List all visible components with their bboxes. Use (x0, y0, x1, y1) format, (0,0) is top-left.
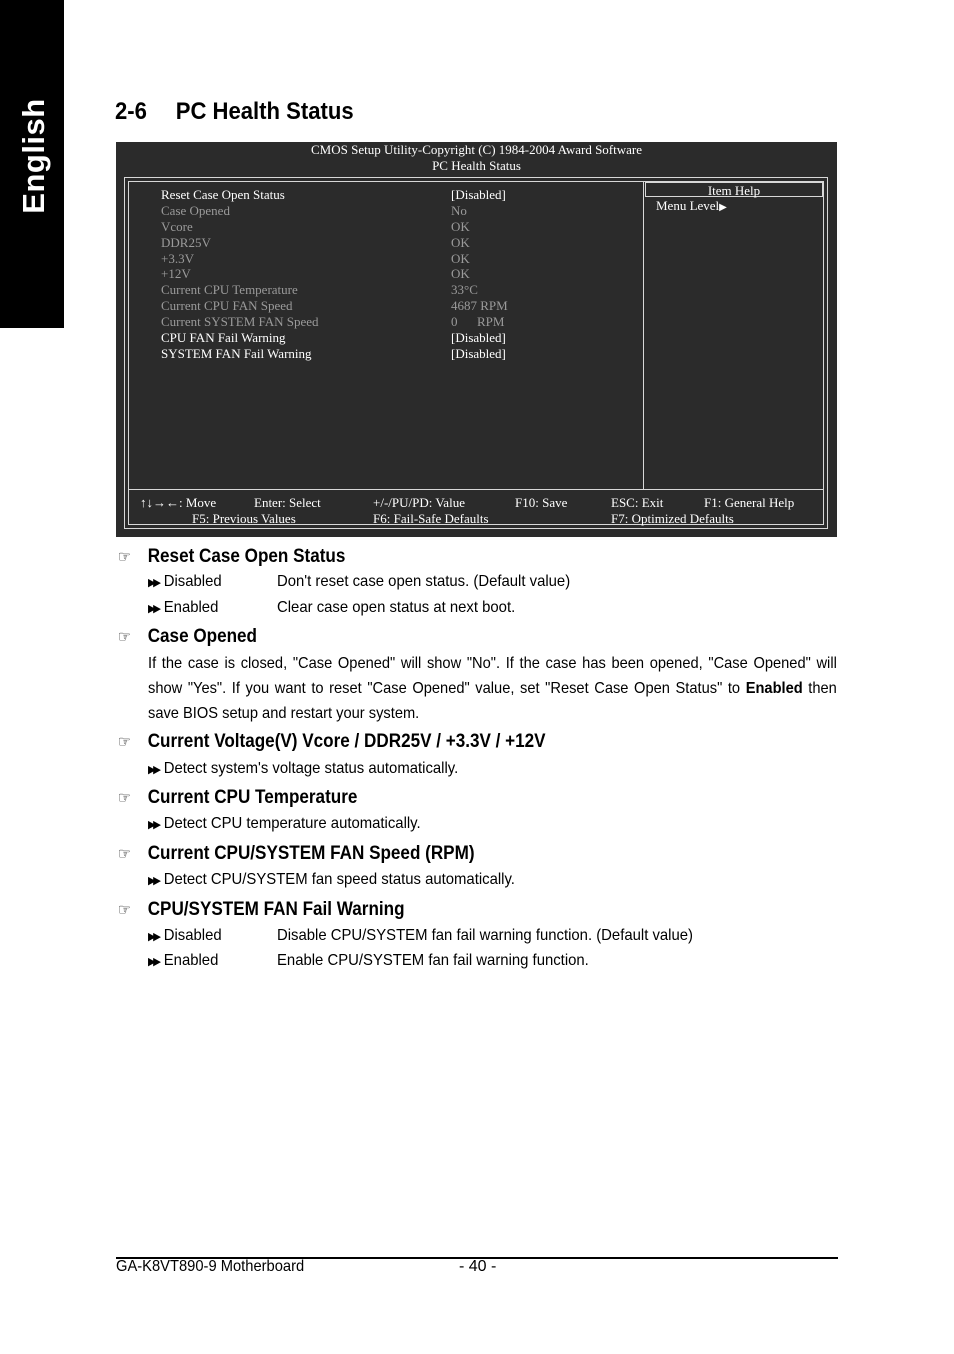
double-arrow-icon: ▶▶ (148, 931, 159, 943)
option-description: Don't reset case open status. (Default value) (277, 573, 571, 590)
bios-frame (124, 177, 828, 529)
bios-row-value[interactable]: [Disabled] (451, 346, 506, 361)
option-disabled (148, 927, 222, 945)
case-opened-paragraph (148, 651, 837, 726)
item-heading-text: Current CPU Temperature (147, 787, 358, 808)
bios-copyright: CMOS Setup Utility-Copyright (C) 1984-2004 Award Software (310, 142, 642, 157)
menu-level (656, 198, 727, 216)
voltage-description (148, 760, 458, 778)
bios-row-value: 0 RPM (451, 314, 505, 329)
section-title-text: PC Health Status (175, 98, 354, 125)
key-f7: F7: Optimized Defaults (611, 511, 734, 526)
language-tab (0, 0, 64, 328)
fan-speed-description (148, 871, 515, 889)
bios-row-value: OK (451, 266, 470, 281)
double-arrow-icon: ▶▶ (148, 819, 159, 831)
key-f1: F1: General Help (704, 495, 795, 510)
bios-page-title: PC Health Status (432, 158, 521, 173)
item-heading-text: Current Voltage(V) Vcore / DDR25V / +3.3V / +12V (147, 731, 546, 752)
bios-row-value[interactable]: [Disabled] (451, 187, 506, 202)
triangle-right-icon: ▶ (719, 202, 727, 213)
description-text: Detect system's voltage status automatically. (163, 760, 459, 777)
option-description: Clear case open status at next boot. (277, 599, 516, 616)
pointing-hand-icon: ☞ (118, 734, 131, 751)
option-description: Enable CPU/SYSTEM fan fail warning function. (277, 952, 589, 969)
double-arrow-icon: ▶▶ (148, 577, 159, 589)
item-cpu-temp-heading (118, 787, 357, 809)
pointing-hand-icon: ☞ (118, 549, 131, 566)
item-fan-speed-heading (118, 843, 475, 865)
option-name: Disabled (163, 573, 222, 590)
page-number: - 40 - (459, 1258, 497, 1275)
option-name: Disabled (163, 927, 222, 944)
option-description: Disable CPU/SYSTEM fan fail warning function. (Default value) (277, 927, 694, 944)
item-voltage-heading (118, 731, 546, 753)
bios-inner-frame (128, 181, 824, 525)
bios-row-label: Current SYSTEM FAN Speed (161, 314, 319, 329)
key-f10: F10: Save (515, 495, 568, 510)
bios-row-label: SYSTEM FAN Fail Warning (161, 346, 312, 361)
bios-row-label: Reset Case Open Status (161, 187, 285, 202)
paragraph-text: then save BIOS setup and restart your system. (148, 680, 837, 722)
bios-row-value[interactable]: [Disabled] (451, 330, 506, 345)
item-case-opened-heading (118, 626, 257, 648)
option-enabled (148, 599, 218, 617)
key-enter: Enter: Select (254, 495, 321, 510)
item-heading-text: Current CPU/SYSTEM FAN Speed (RPM) (147, 843, 475, 864)
bios-row-value: OK (451, 235, 470, 250)
option-disabled (148, 573, 222, 591)
section-title (115, 98, 354, 126)
key-f5: F5: Previous Values (192, 511, 296, 526)
bios-row-label: +12V (161, 266, 191, 281)
bios-row-value: 4687 RPM (451, 298, 508, 313)
bios-row-label: Current CPU FAN Speed (161, 298, 293, 313)
bios-row-label: CPU FAN Fail Warning (161, 330, 286, 345)
bios-row-label: Current CPU Temperature (161, 282, 298, 297)
bios-row-value: OK (451, 251, 470, 266)
item-heading-text: CPU/SYSTEM FAN Fail Warning (147, 899, 405, 920)
double-arrow-icon: ▶▶ (148, 875, 159, 887)
bios-settings-panel (129, 182, 644, 489)
bios-key-legend (129, 489, 823, 524)
pointing-hand-icon: ☞ (118, 790, 131, 807)
key-f6: F6: Fail-Safe Defaults (373, 511, 489, 526)
language-tab-label: English (16, 98, 51, 214)
description-text: Detect CPU/SYSTEM fan speed status automatically. (163, 871, 515, 888)
paragraph-text: If the case is closed, "Case Opened" will show "No". If the case has been opened, "Case Opened" will show "Yes". If you want to reset "Case Opened" value, set "Reset Case Open Status" to (148, 655, 837, 697)
section-number: 2-6 (115, 98, 147, 125)
key-value: +/-/PU/PD: Value (373, 495, 465, 510)
bios-row-label: Case Opened (161, 203, 230, 218)
cpu-temp-description (148, 815, 421, 833)
bios-row-label: DDR25V (161, 235, 211, 250)
pointing-hand-icon: ☞ (118, 902, 131, 919)
item-fan-warning-heading (118, 899, 405, 921)
bios-item-help-panel (644, 182, 823, 489)
option-enabled (148, 952, 218, 970)
bios-row-value: 33°C (451, 282, 478, 297)
double-arrow-icon: ▶▶ (148, 603, 159, 615)
bios-row-label: Vcore (161, 219, 193, 234)
menu-level-label: Menu Level (656, 198, 720, 213)
item-help-title: Item Help (645, 182, 823, 197)
bios-row-value: OK (451, 219, 470, 234)
double-arrow-icon: ▶▶ (148, 956, 159, 968)
footer-model: GA-K8VT890-9 Motherboard (116, 1258, 305, 1275)
item-reset-case-open-heading (118, 546, 345, 568)
key-move: ↑↓→←: Move (140, 495, 217, 510)
bios-row-label: +3.3V (161, 251, 194, 266)
option-name: Enabled (163, 952, 219, 969)
bios-header (116, 142, 837, 174)
paragraph-bold-text: Enabled (745, 680, 803, 697)
double-arrow-icon: ▶▶ (148, 764, 159, 776)
item-heading-text: Case Opened (147, 626, 257, 647)
bios-screen (116, 142, 837, 537)
bios-row-value: No (451, 203, 467, 218)
pointing-hand-icon: ☞ (118, 846, 131, 863)
item-heading-text: Reset Case Open Status (147, 546, 346, 567)
description-text: Detect CPU temperature automatically. (163, 815, 421, 832)
pointing-hand-icon: ☞ (118, 629, 131, 646)
key-esc: ESC: Exit (611, 495, 664, 510)
option-name: Enabled (163, 599, 219, 616)
